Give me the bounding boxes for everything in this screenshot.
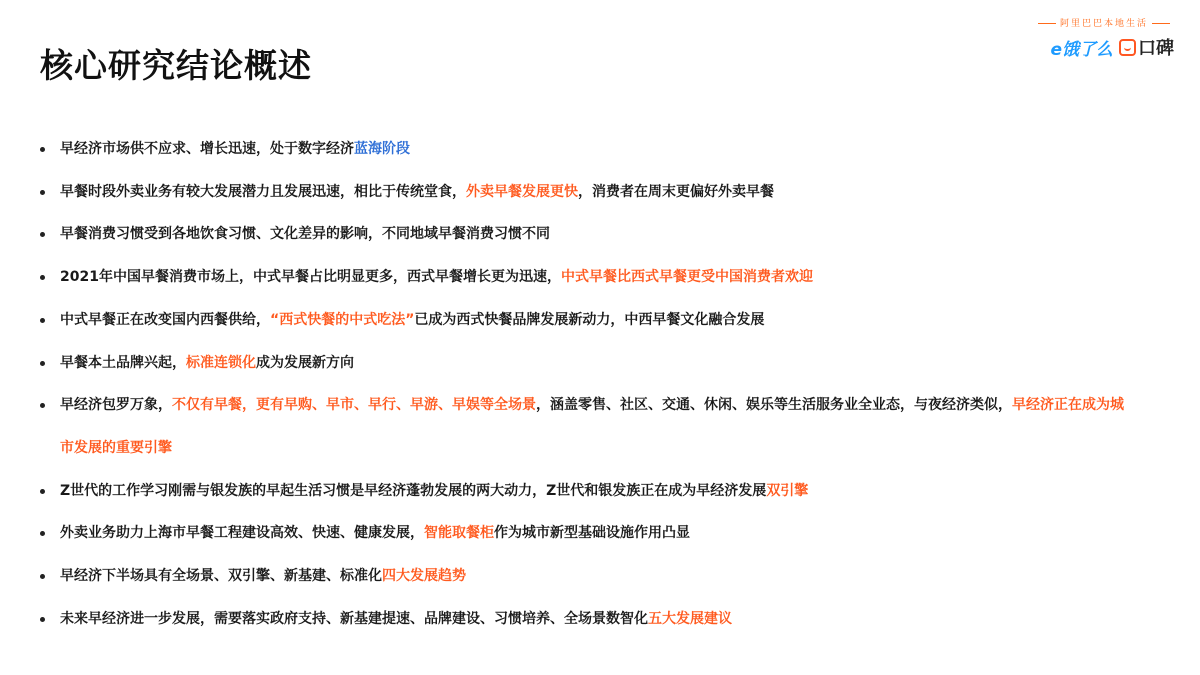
list-item xyxy=(38,171,1158,214)
bullet-dot-icon xyxy=(40,318,45,323)
bullet-text: 未来早经济进一步发展，需要落实政府支持、新基建提速、品牌建设、习惯培养、全场景数智化 xyxy=(60,610,648,627)
bullet-text-tail: 作为城市新型基础设施作用凸显 xyxy=(494,525,690,542)
koubei-logo-text: 口碑 xyxy=(1138,38,1174,59)
bullet-highlight-2: 早经济正在成为城市发展的重要引擎 xyxy=(60,397,1124,456)
bullet-dot-icon xyxy=(40,531,45,536)
list-item xyxy=(38,512,1158,555)
list-item xyxy=(38,384,1133,469)
bullet-dot-icon xyxy=(40,489,45,494)
bullet-text: 外卖业务助力上海市早餐工程建设高效、快速、健康发展， xyxy=(60,525,424,542)
bullet-text: 早餐本土品牌兴起， xyxy=(60,354,186,371)
list-item xyxy=(38,213,1158,256)
bullet-dot-icon xyxy=(40,275,45,280)
brand-header xyxy=(1013,14,1178,64)
list-item xyxy=(38,555,1158,598)
list-item xyxy=(38,598,1158,641)
bullet-dot-icon xyxy=(40,403,45,408)
bullet-text: Z世代的工作学习刚需与银发族的早起生活习惯是早经济蓬勃发展的两大动力，Z世代和银发族正在成为早经济发展 xyxy=(60,482,767,499)
bullet-text: 早经济包罗万象， xyxy=(60,397,172,414)
bullet-text-tail: ，消费者在周末更偏好外卖早餐 xyxy=(578,183,774,200)
list-item xyxy=(38,470,1158,513)
bullet-highlight: 外卖早餐发展更快 xyxy=(466,183,578,200)
list-item xyxy=(38,256,1158,299)
bullet-dot-icon xyxy=(40,147,45,152)
bullet-dot-icon xyxy=(40,190,45,195)
bullet-highlight: 中式早餐比西式早餐更受中国消费者欢迎 xyxy=(560,269,813,286)
bullet-dot-icon xyxy=(40,617,45,622)
brand-tagline: 阿里巴巴本地生活 xyxy=(1034,16,1174,29)
bullet-text-tail: 已成为西式快餐品牌发展新动力，中西早餐文化融合发展 xyxy=(414,311,765,328)
list-item xyxy=(38,342,1158,385)
bullet-text: 早餐消费习惯受到各地饮食习惯、文化差异的影响，不同地域早餐消费习惯不同 xyxy=(60,226,550,243)
list-item xyxy=(38,128,1158,171)
bullet-text: 早经济市场供不应求、增长迅速，处于数字经济 xyxy=(60,141,354,157)
bullet-text-tail: 成为发展新方向 xyxy=(256,354,354,371)
bullet-highlight: “西式快餐的中式吃法” xyxy=(270,311,415,328)
bullet-highlight: 双引擎 xyxy=(766,482,809,499)
bullet-text: 中式早餐正在改变国内西餐供给， xyxy=(60,311,270,328)
bullet-highlight: 四大发展趋势 xyxy=(382,568,466,585)
bullet-highlight: 智能取餐柜 xyxy=(424,525,494,542)
bullet-highlight: 五大发展建议 xyxy=(648,610,732,627)
page-title: 核心研究结论概述 xyxy=(40,46,312,85)
conclusion-list xyxy=(38,128,1158,640)
bullet-text: 早经济下半场具有全场景、双引擎、新基建、标准化 xyxy=(60,568,382,585)
koubei-logo xyxy=(1119,34,1174,60)
bullet-dot-icon xyxy=(40,361,45,366)
list-item xyxy=(38,299,1158,342)
bullet-highlight: 蓝海阶段 xyxy=(354,141,410,157)
bullet-highlight: 标准连锁化 xyxy=(186,354,256,371)
bullet-text: 2021年中国早餐消费市场上，中式早餐占比明显更多，西式早餐增长更为迅速， xyxy=(60,269,561,286)
bullet-dot-icon xyxy=(40,232,45,237)
bullet-text-tail: ，涵盖零售、社区、交通、休闲、娱乐等生活服务业全业态，与夜经济类似， xyxy=(536,397,1012,414)
brand-logos xyxy=(1050,34,1174,60)
koubei-icon xyxy=(1119,39,1136,56)
bullet-text: 早餐时段外卖业务有较大发展潜力且发展迅速，相比于传统堂食， xyxy=(60,183,466,200)
bullet-highlight: 不仅有早餐，更有早购、早市、早行、早游、早娱等全场景 xyxy=(172,397,536,414)
bullet-dot-icon xyxy=(40,574,45,579)
ele-me-logo: e饿了么 xyxy=(1050,39,1113,60)
